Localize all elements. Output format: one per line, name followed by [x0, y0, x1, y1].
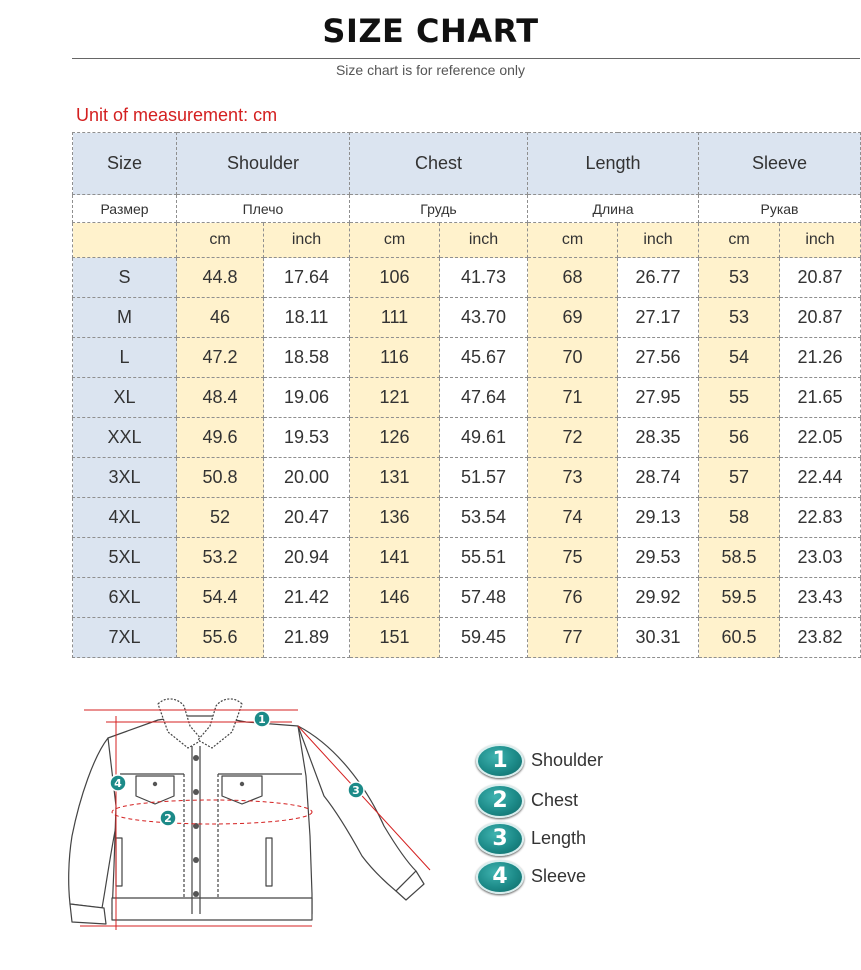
length-inch-cell: 29.53 [618, 538, 699, 578]
sleeve-inch-cell: 21.65 [780, 378, 861, 418]
sleeve-inch-cell: 20.87 [780, 298, 861, 338]
page-title: SIZE CHART [322, 12, 539, 50]
sleeve-inch-cell: 23.43 [780, 578, 861, 618]
sleeve-inch-cell: 23.03 [780, 538, 861, 578]
unit-label-inch: inch [618, 223, 699, 258]
marker-sleeve [110, 775, 126, 791]
shoulder-cm-cell: 47.2 [177, 338, 264, 378]
chest-cm-cell: 111 [350, 298, 440, 338]
legend-label: Sleeve [531, 866, 587, 886]
shoulder-inch-cell: 18.11 [264, 298, 350, 338]
shoulder-cm-cell: 48.4 [177, 378, 264, 418]
legend-label: Chest [531, 790, 579, 810]
unit-label-cm: cm [528, 223, 618, 258]
sleeve-cm-cell: 60.5 [699, 618, 780, 658]
size-cell: L [73, 338, 177, 378]
length-inch-cell: 30.31 [618, 618, 699, 658]
shoulder-cm-cell: 46 [177, 298, 264, 338]
header-row-ru [73, 195, 861, 223]
shoulder-cm-cell: 44.8 [177, 258, 264, 298]
length-inch-cell: 26.77 [618, 258, 699, 298]
chest-cm-cell: 151 [350, 618, 440, 658]
unit-label-inch: inch [780, 223, 861, 258]
legend-item-sleeve [476, 860, 696, 894]
unit-row [73, 223, 861, 258]
column-header-sleeve: Sleeve [699, 133, 861, 195]
length-cm-cell: 76 [528, 578, 618, 618]
length-cm-cell: 69 [528, 298, 618, 338]
svg-text:3: 3 [352, 784, 360, 797]
sleeve-cm-cell: 57 [699, 458, 780, 498]
length-inch-cell: 29.13 [618, 498, 699, 538]
unit-label-inch: inch [264, 223, 350, 258]
unit-label-cm: cm [177, 223, 264, 258]
length-cm-cell: 77 [528, 618, 618, 658]
length-inch-cell: 27.95 [618, 378, 699, 418]
column-header-sleeve-ru: Рукав [699, 195, 861, 223]
size-cell: 6XL [73, 578, 177, 618]
chest-inch-cell: 49.61 [440, 418, 528, 458]
length-cm-cell: 73 [528, 458, 618, 498]
column-header-size: Size [73, 133, 177, 195]
svg-text:2: 2 [164, 812, 172, 825]
legend-item-shoulder [476, 744, 696, 778]
marker-length [348, 782, 364, 798]
table-row [73, 458, 861, 498]
table-row [73, 258, 861, 298]
unit-blank-cell [73, 223, 177, 258]
shoulder-inch-cell: 18.58 [264, 338, 350, 378]
chest-cm-cell: 116 [350, 338, 440, 378]
table-row [73, 538, 861, 578]
size-cell: 5XL [73, 538, 177, 578]
shoulder-cm-cell: 54.4 [177, 578, 264, 618]
chest-inch-cell: 55.51 [440, 538, 528, 578]
shoulder-inch-cell: 20.94 [264, 538, 350, 578]
chest-inch-cell: 43.70 [440, 298, 528, 338]
chest-inch-cell: 45.67 [440, 338, 528, 378]
legend-label: Length [531, 828, 587, 848]
chest-cm-cell: 121 [350, 378, 440, 418]
chest-inch-cell: 47.64 [440, 378, 528, 418]
length-cm-cell: 72 [528, 418, 618, 458]
svg-text:4: 4 [114, 777, 122, 790]
shoulder-cm-cell: 55.6 [177, 618, 264, 658]
sleeve-cm-cell: 59.5 [699, 578, 780, 618]
length-cm-cell: 75 [528, 538, 618, 578]
chest-cm-cell: 141 [350, 538, 440, 578]
sleeve-cm-cell: 58 [699, 498, 780, 538]
shoulder-inch-cell: 20.00 [264, 458, 350, 498]
sleeve-cm-cell: 53 [699, 258, 780, 298]
chest-inch-cell: 53.54 [440, 498, 528, 538]
sleeve-inch-cell: 22.44 [780, 458, 861, 498]
svg-text:1: 1 [258, 713, 266, 726]
column-header-shoulder-ru: Плечо [177, 195, 350, 223]
length-inch-cell: 28.35 [618, 418, 699, 458]
page-subtitle: Size chart is for reference only [335, 62, 526, 78]
length-inch-cell: 27.56 [618, 338, 699, 378]
column-header-length-ru: Длина [528, 195, 699, 223]
legend-item-chest [476, 784, 696, 818]
table-row [73, 298, 861, 338]
sleeve-cm-cell: 55 [699, 378, 780, 418]
chest-inch-cell: 41.73 [440, 258, 528, 298]
length-inch-cell: 29.92 [618, 578, 699, 618]
unit-note: Unit of measurement: cm [76, 105, 278, 125]
chest-inch-cell: 57.48 [440, 578, 528, 618]
size-cell: S [73, 258, 177, 298]
jacket-outline [69, 699, 424, 924]
size-cell: XL [73, 378, 177, 418]
unit-label-cm: cm [350, 223, 440, 258]
shoulder-inch-cell: 19.06 [264, 378, 350, 418]
sleeve-inch-cell: 21.26 [780, 338, 861, 378]
size-cell: 4XL [73, 498, 177, 538]
chest-inch-cell: 59.45 [440, 618, 528, 658]
header-row-en [73, 133, 861, 195]
chest-cm-cell: 106 [350, 258, 440, 298]
legend-badge: 2 [476, 784, 524, 818]
legend-item-length [476, 822, 696, 856]
table-row [73, 618, 861, 658]
size-cell: 7XL [73, 618, 177, 658]
shoulder-inch-cell: 20.47 [264, 498, 350, 538]
chest-cm-cell: 136 [350, 498, 440, 538]
legend-label: Shoulder [531, 750, 604, 770]
table-row [73, 418, 861, 458]
table-row [73, 378, 861, 418]
chest-cm-cell: 126 [350, 418, 440, 458]
shoulder-inch-cell: 19.53 [264, 418, 350, 458]
sleeve-inch-cell: 22.05 [780, 418, 861, 458]
length-cm-cell: 71 [528, 378, 618, 418]
shoulder-inch-cell: 21.89 [264, 618, 350, 658]
title-divider [72, 58, 860, 59]
chest-inch-cell: 51.57 [440, 458, 528, 498]
marker-chest [160, 810, 176, 826]
sleeve-inch-cell: 20.87 [780, 258, 861, 298]
shoulder-inch-cell: 17.64 [264, 258, 350, 298]
shoulder-cm-cell: 53.2 [177, 538, 264, 578]
column-header-chest-ru: Грудь [350, 195, 528, 223]
unit-label-inch: inch [440, 223, 528, 258]
jacket-diagram [66, 686, 446, 938]
length-inch-cell: 27.17 [618, 298, 699, 338]
column-header-length: Length [528, 133, 699, 195]
length-cm-cell: 70 [528, 338, 618, 378]
size-table [72, 132, 861, 658]
legend-badge: 4 [476, 860, 524, 894]
sleeve-cm-cell: 56 [699, 418, 780, 458]
column-header-chest: Chest [350, 133, 528, 195]
chest-cm-cell: 146 [350, 578, 440, 618]
chest-cm-cell: 131 [350, 458, 440, 498]
shoulder-cm-cell: 50.8 [177, 458, 264, 498]
sleeve-cm-cell: 53 [699, 298, 780, 338]
sleeve-inch-cell: 23.82 [780, 618, 861, 658]
table-row [73, 338, 861, 378]
legend-badge: 1 [476, 744, 524, 778]
length-inch-cell: 28.74 [618, 458, 699, 498]
unit-label-cm: cm [699, 223, 780, 258]
size-cell: XXL [73, 418, 177, 458]
table-row [73, 578, 861, 618]
sleeve-cm-cell: 54 [699, 338, 780, 378]
sleeve-cm-cell: 58.5 [699, 538, 780, 578]
column-header-size-ru: Размер [73, 195, 177, 223]
column-header-shoulder: Shoulder [177, 133, 350, 195]
table-row [73, 498, 861, 538]
sleeve-inch-cell: 22.83 [780, 498, 861, 538]
length-cm-cell: 68 [528, 258, 618, 298]
length-cm-cell: 74 [528, 498, 618, 538]
legend-badge: 3 [476, 822, 524, 856]
size-cell: M [73, 298, 177, 338]
shoulder-inch-cell: 21.42 [264, 578, 350, 618]
marker-shoulder [254, 711, 270, 727]
size-cell: 3XL [73, 458, 177, 498]
shoulder-cm-cell: 52 [177, 498, 264, 538]
shoulder-cm-cell: 49.6 [177, 418, 264, 458]
